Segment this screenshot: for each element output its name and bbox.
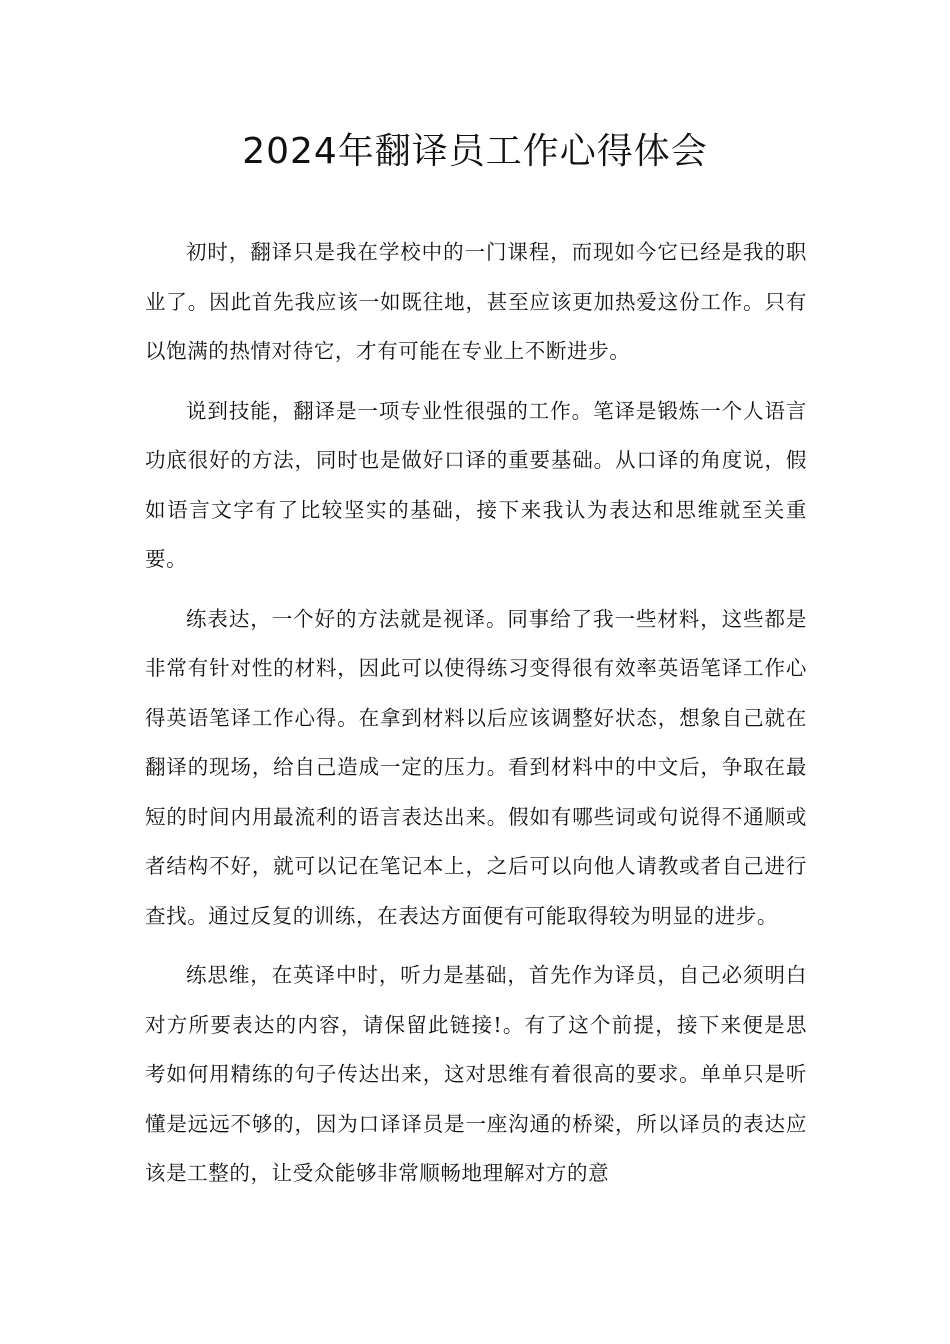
document-body (145, 228, 807, 1209)
paragraph-2: 说到技能，翻译是一项专业性很强的工作。笔译是锻炼一个人语言功底很好的方法，同时也是做好口译的重要基础。从口译的角度说，假如语言文字有了比较坚实的基础，接下来我认为表达和思维就至关重要。 (145, 398, 807, 571)
paragraph-4: 练思维，在英译中时，听力是基础，首先作为译员，自己必须明白对方所要表达的内容，请保留此链接!。有了这个前提，接下来便是思考如何用精练的句子传达出来，这对思维有着很高的要求。单单只是听懂是远远不够的，因为口译译员是一座沟通的桥梁，所以译员的表达应该是工整的，让受众能够非常顺畅地理解对方的意 (145, 963, 807, 1185)
paragraph-1: 初时，翻译只是我在学校中的一门课程，而现如今它已经是我的职业了。因此首先我应该一如既往地，甚至应该更加热爱这份工作。只有以饱满的热情对待它，才有可能在专业上不断进步。 (145, 240, 807, 363)
paragraph-3: 练表达，一个好的方法就是视译。同事给了我一些材料，这些都是非常有针对性的材料，因此可以使得练习变得很有效率英语笔译工作心得英语笔译工作心得。在拿到材料以后应该调整好状态，想象自己就在翻译的现场，给自己造成一定的压力。看到材料中的中文后，争取在最短的时间内用最流利的语言表达出来。假如有哪些词或句说得不通顺或者结构不好，就可以记在笔记本上，之后可以向他人请教或者自己进行查找。通过反复的训练，在表达方面便有可能取得较为明显的进步。 (145, 606, 807, 928)
document-title: 2024年翻译员工作心得体会 (242, 131, 708, 172)
